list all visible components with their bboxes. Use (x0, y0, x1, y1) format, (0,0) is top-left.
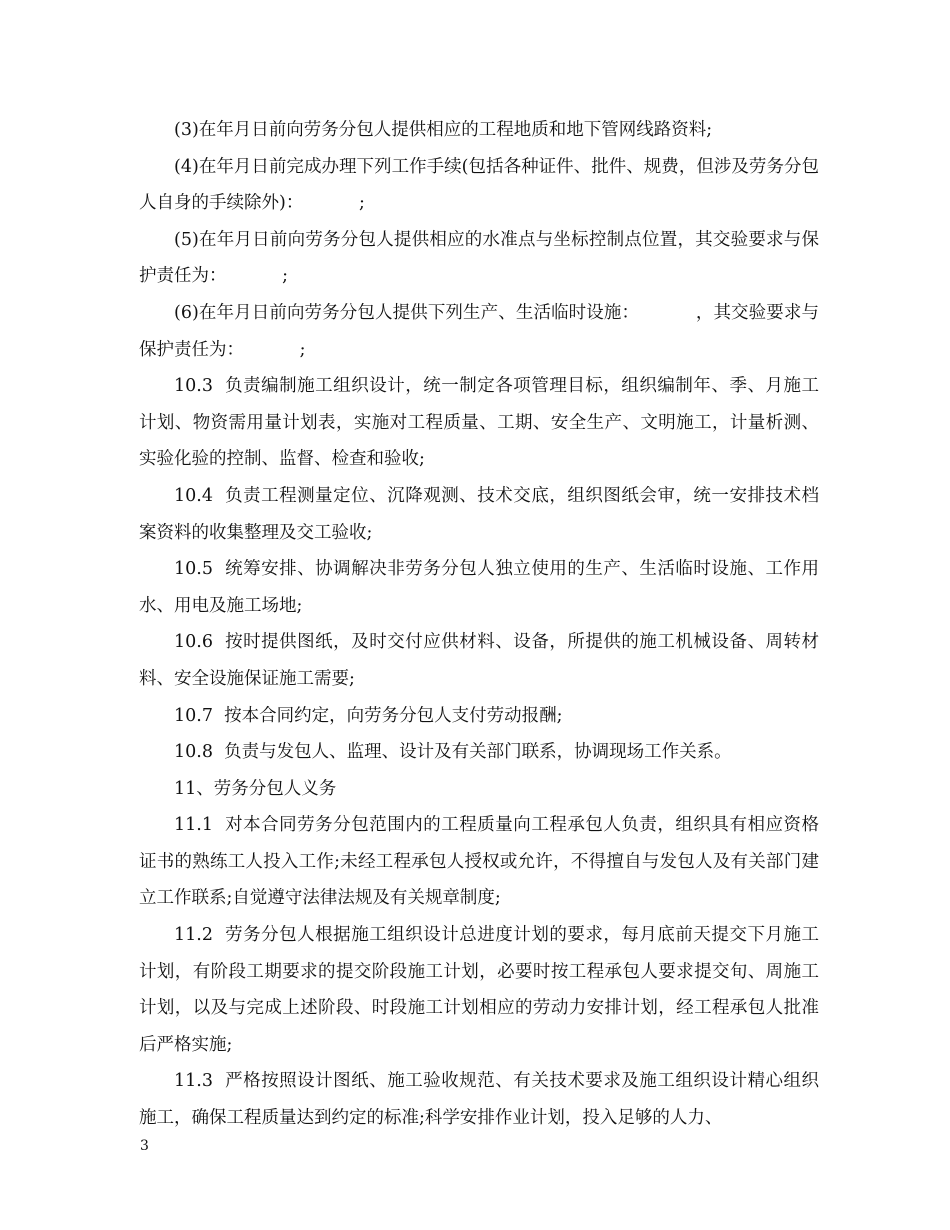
paragraph-10-5: 10.5 统筹安排、协调解决非劳务分包人独立使用的生产、生活临时设施、工作用水、用电及施工场地; (139, 559, 819, 616)
paragraph-10-7: 10.7 按本合同约定，向劳务分包人支付劳动报酬; (174, 705, 563, 726)
paragraph-10-3: 10.3 负责编制施工组织设计，统一制定各项管理目标，组织编制年、季、月施工计划、物资需用量计划表，实施对工程质量、工期、安全生产、文明施工，计量析测、实验化验的控制、监督、检查和验收; (139, 376, 819, 470)
paragraph-item-4: (4)在年月日前完成办理下列工作手续(包括各种证件、批件、规费，但涉及劳务分包人自身的手续除外)： ; (139, 156, 819, 214)
section-heading-11: 11、劳务分包人义务 (174, 778, 337, 799)
document-body (139, 112, 819, 1137)
paragraph-11-2: 11.2 劳务分包人根据施工组织设计总进度计划的要求，每月底前天提交下月施工计划，有阶段工期要求的提交阶段施工计划，必要时按工程承包人要求提交旬、周施工计划，以及与完成上述阶段、时段施工计划相应的劳动力安排计划，经工程承包人批准后严格实施; (139, 925, 819, 1055)
paragraph-10-4: 10.4 负责工程测量定位、沉降观测、技术交底，组织图纸会审，统一安排技术档案资料的收集整理及交工验收; (139, 485, 819, 543)
paragraph-11-3: 11.3 严格按照设计图纸、施工验收规范、有关技术要求及施工组织设计精心组织施工，确保工程质量达到约定的标准;科学安排作业计划，投入足够的人力、 (139, 1071, 819, 1129)
paragraph-10-6: 10.6 按时提供图纸，及时交付应供材料、设备，所提供的施工机械设备、周转材料、安全设施保证施工需要; (139, 632, 819, 689)
page-number: 3 (140, 1138, 149, 1154)
paragraph-11-1: 11.1 对本合同劳务分包范围内的工程质量向工程承包人负责，组织具有相应资格证书的熟练工人投入工作;未经工程承包人授权或允许，不得擅自与发包人及有关部门建立工作联系;自觉遵守法律法规及有关规章制度; (139, 815, 819, 909)
paragraph-item-5: (5)在年月日前向劳务分包人提供相应的水准点与坐标控制点位置，其交验要求与保护责任为： ; (139, 229, 819, 287)
paragraph-item-6: (6)在年月日前向劳务分包人提供下列生产、生活临时设施： ，其交验要求与保护责任为： ; (139, 302, 819, 360)
paragraph-10-8: 10.8 负责与发包人、监理、设计及有关部门联系，协调现场工作关系。 (174, 742, 732, 763)
paragraph-item-3: (3)在年月日前向劳务分包人提供相应的工程地质和地下管网线路资料; (174, 120, 713, 140)
